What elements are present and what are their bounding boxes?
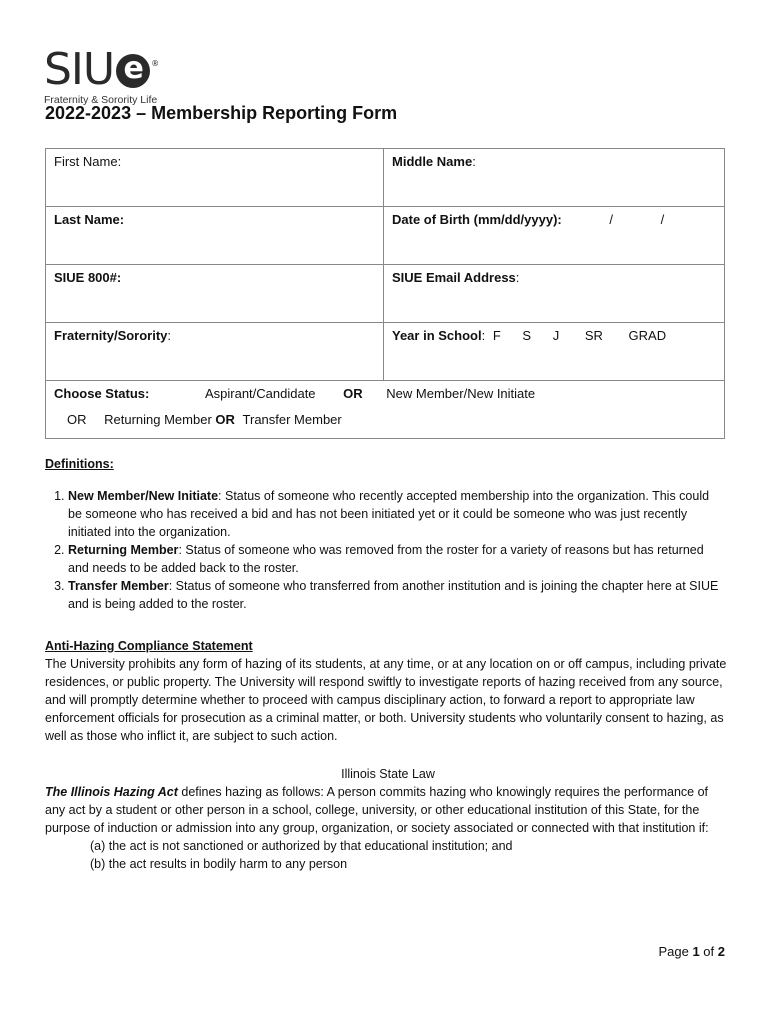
- status-option-transfer[interactable]: Transfer Member: [242, 412, 342, 427]
- year-option-sr[interactable]: SR: [584, 328, 603, 343]
- dob-slash-2: /: [660, 212, 665, 227]
- definition-item: 2. Returning Member: Status of someone who was removed from the roster for a variety of reasons but has returned and needs to be added back to the roster.: [68, 541, 725, 577]
- siue-800-label: SIUE 800#:: [54, 270, 122, 285]
- page-title: 2022-2023 – Membership Reporting Form: [45, 103, 398, 123]
- fraternity-sorority-label: Fraternity/Sorority:: [54, 328, 172, 343]
- last-name-field[interactable]: [46, 207, 384, 265]
- definitions-section: [45, 455, 725, 613]
- year-option-s[interactable]: S: [522, 328, 532, 343]
- year-in-school-label: Year in School:: [392, 328, 486, 343]
- siue-email-label: SIUE Email Address:: [392, 270, 520, 285]
- status-or-2: OR: [67, 412, 87, 427]
- definition-item: 1. New Member/New Initiate: Status of someone who recently accepted membership into the organization. This could be someone who has received a bid and has not been initiated yet or it could be someone who was just recently initiated into the organization.: [68, 487, 725, 541]
- status-option-returning[interactable]: Returning Member: [104, 412, 212, 427]
- fraternity-sorority-field[interactable]: [46, 323, 384, 381]
- anti-hazing-body: The University prohibits any form of hazing of its students, at any time, or at any location on or off campus, including private residences, or public property. The University will respond swiftly to investigate reports of hazing received from any source, and will promptly determine whether to proceed with campus disciplinary action, to forward a report to appropriate law enforcement officials for prosecution as a criminal matter, or both. University students who voluntarily consent to hazing, as well as those who inflict it, are subject to such action.: [45, 657, 727, 743]
- year-option-grad[interactable]: GRAD: [628, 328, 667, 343]
- year-option-j[interactable]: J: [552, 328, 560, 343]
- first-name-label: First Name:: [54, 154, 122, 169]
- last-name-label: Last Name:: [54, 212, 125, 227]
- siue-email-field[interactable]: [384, 265, 725, 323]
- status-option-new-member[interactable]: New Member/New Initiate: [386, 386, 536, 401]
- dob-label: Date of Birth (mm/dd/yyyy):: [392, 212, 562, 227]
- middle-name-field[interactable]: [384, 149, 725, 207]
- middle-name-label: Middle Name:: [392, 154, 476, 169]
- state-law-item-b: (b) the act results in bodily harm to any person: [90, 857, 348, 871]
- definitions-list: [45, 487, 725, 613]
- logo-wordmark: [44, 42, 159, 95]
- logo-registered: ®: [151, 59, 159, 68]
- status-option-aspirant[interactable]: Aspirant/Candidate: [204, 386, 316, 401]
- logo-subtitle: Fraternity & Sorority Life: [44, 94, 158, 106]
- status-or-3: OR: [215, 412, 235, 427]
- first-name-field[interactable]: [46, 149, 384, 207]
- anti-hazing-heading: Anti-Hazing Compliance Statement: [45, 639, 253, 653]
- state-law-item-a: (a) the act is not sanctioned or authorized by that educational institution; and: [90, 839, 513, 853]
- logo-e-mark: e: [116, 54, 150, 88]
- dob-field[interactable]: [384, 207, 725, 265]
- definition-item: 3. Transfer Member: Status of someone who transferred from another institution and is joining the chapter here at SIUE and is being added to the roster.: [68, 577, 725, 613]
- choose-status-label: Choose Status:: [54, 386, 150, 401]
- siue-800-field[interactable]: [46, 265, 384, 323]
- logo-text: SIU: [44, 44, 115, 95]
- definitions-heading: Definitions:: [45, 457, 114, 471]
- state-law-section: [45, 765, 731, 873]
- choose-status-field: [46, 381, 725, 439]
- anti-hazing-section: [45, 637, 731, 745]
- page-number: Page 1 of 2: [658, 944, 725, 959]
- membership-form-table: [45, 148, 725, 439]
- status-or-1: OR: [343, 386, 363, 401]
- year-option-f[interactable]: F: [492, 328, 501, 343]
- siue-logo: [44, 42, 158, 106]
- state-law-body: The Illinois Hazing Act defines hazing as follows: A person commits hazing who knowingly requires the performance of any act by a student or other person in a school, college, university, or other educational institution of this State, for the purpose of induction or admission into any group, organization, or society associated or connected with that institution if:: [45, 785, 709, 835]
- state-law-heading: Illinois State Law: [341, 767, 435, 781]
- dob-slash-1: /: [609, 212, 613, 227]
- year-in-school-field[interactable]: [384, 323, 725, 381]
